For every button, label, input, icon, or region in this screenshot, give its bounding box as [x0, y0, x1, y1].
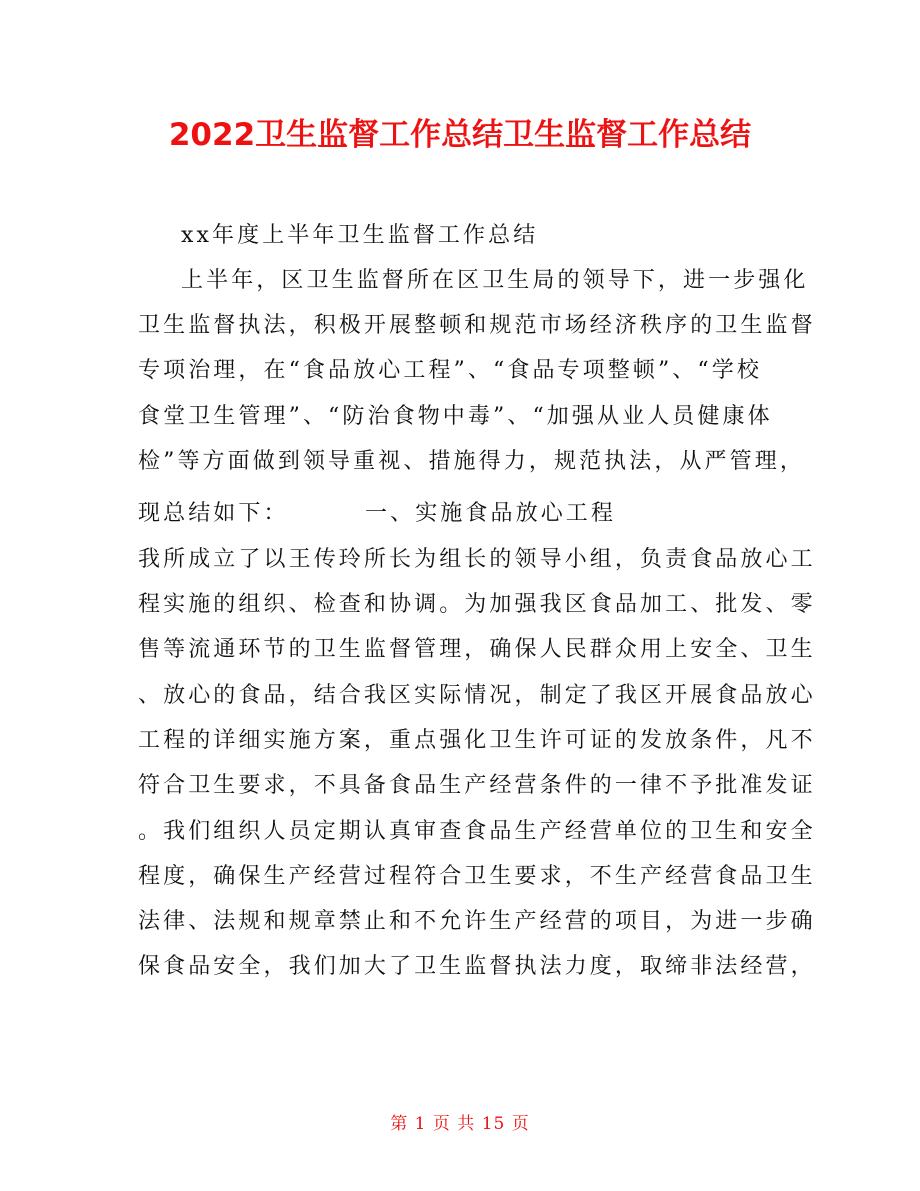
paragraph-line: 专项治理，在“食品放心工程”、“食品专项整顿”、“学校: [138, 358, 762, 383]
paragraph-line: 保食品安全，我们加大了卫生监督执法力度，取缔非法经营，: [138, 954, 816, 979]
page-number-footer: 第 1 页 共 15 页: [390, 1114, 530, 1134]
paragraph-line: 程实施的组织、检查和协调。为加强我区食品加工、批发、零: [138, 592, 816, 617]
document-title: 2022卫生监督工作总结卫生监督工作总结: [168, 117, 752, 153]
document-subtitle: xx年度上半年卫生监督工作总结: [181, 223, 539, 248]
paragraph-line: 食堂卫生管理”、“防治食物中毒”、“加强从业人员健康体: [138, 404, 773, 429]
paragraph-line: 、放心的食品，结合我区实际情况，制定了我区开展食品放心: [138, 683, 816, 708]
paragraph-line: 符合卫生要求，不具备食品生产经营条件的一律不予批准发证: [138, 773, 816, 798]
paragraph-line: 程度，确保生产经营过程符合卫生要求，不生产经营食品卫生: [138, 864, 816, 889]
paragraph-line: 工程的详细实施方案，重点强化卫生许可证的发放条件，凡不: [138, 728, 816, 753]
paragraph-line: 。我们组织人员定期认真审查食品生产经营单位的卫生和安全: [138, 819, 816, 844]
paragraph-line: 现总结如下：: [138, 501, 289, 526]
paragraph-line: 售等流通环节的卫生监督管理，确保人民群众用上安全、卫生: [138, 637, 816, 662]
section-heading: 一、实施食品放心工程: [365, 501, 617, 526]
paragraph-line: 上半年，区卫生监督所在区卫生局的领导下，进一步强化: [181, 268, 809, 293]
paragraph-line: 我所成立了以王传玲所长为组长的领导小组，负责食品放心工: [138, 547, 816, 572]
paragraph-line: 卫生监督执法，积极开展整顿和规范市场经济秩序的卫生监督: [138, 313, 816, 338]
paragraph-line: 法律、法规和规章禁止和不允许生产经营的项目，为进一步确: [138, 909, 816, 934]
paragraph-line: 检”等方面做到领导重视、措施得力，规范执法，从严管理，: [138, 449, 805, 474]
